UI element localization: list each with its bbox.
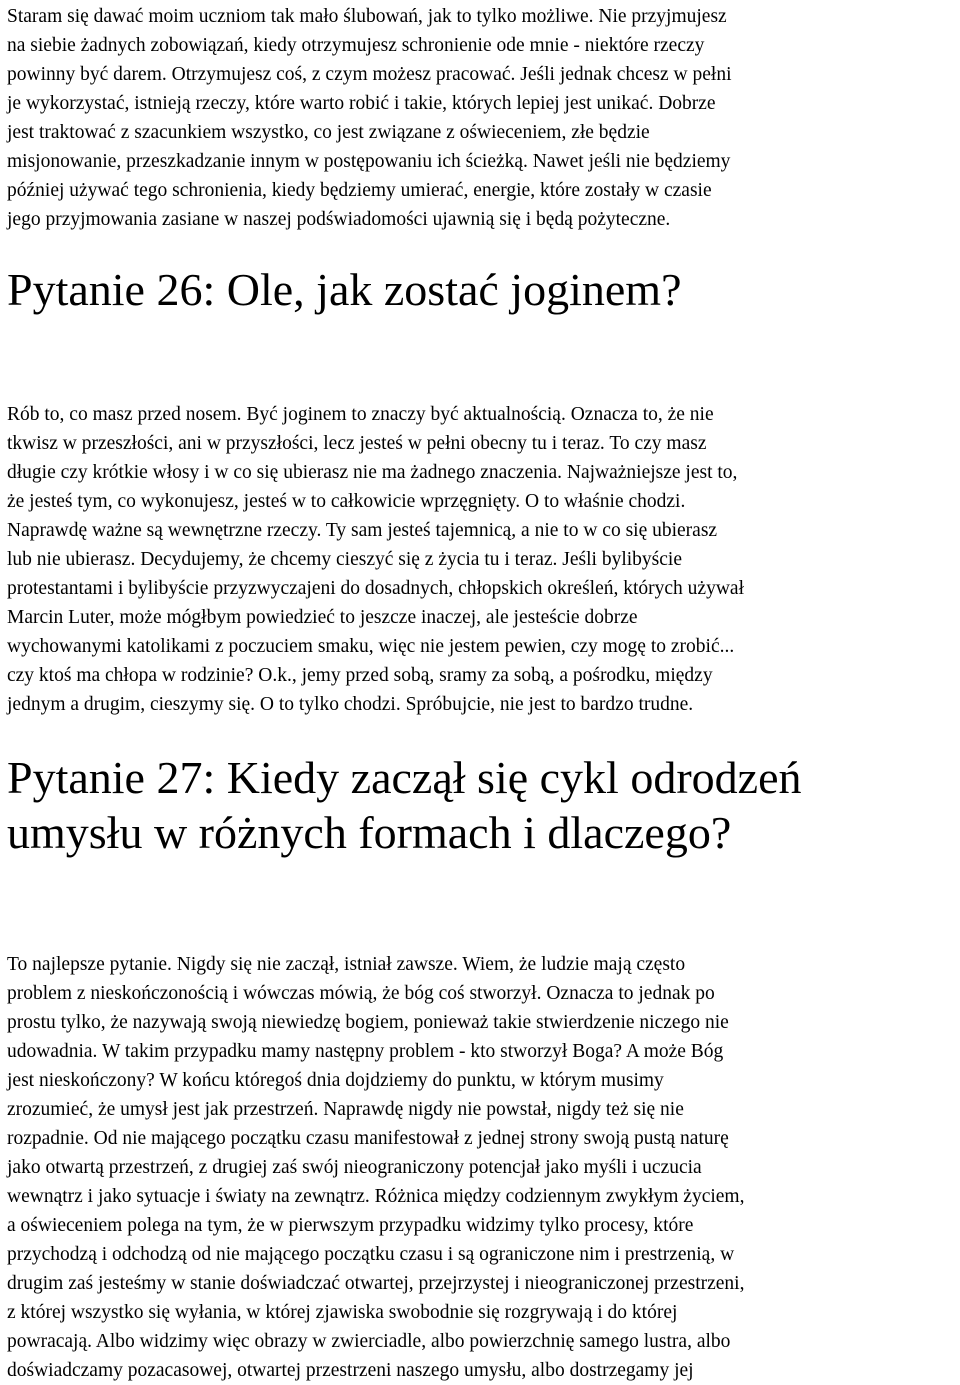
text-line: wychowanymi katolikami z poczuciem smaku, więc nie jestem pewien, czy mogę to zrobić... — [7, 636, 735, 657]
text-line: To najlepsze pytanie. Nigdy się nie zaczął, istniał zawsze. Wiem, że ludzie mają często — [7, 954, 686, 975]
question-26-answer — [7, 400, 744, 719]
text-line: długie czy krótkie włosy i w co się ubierasz nie ma żadnego znaczenia. Najważniejsze jest to, — [7, 462, 738, 483]
intro-paragraph — [7, 2, 731, 234]
text-line: prostu tylko, że nazywają swoją niewiedzę bogiem, ponieważ takie stwierdzenie niczego nie — [7, 1012, 729, 1033]
text-line: jest traktować z szacunkiem wszystko, co jest związane z oświeceniem, złe będzie — [7, 122, 650, 143]
text-line: a oświeceniem polega na tym, że w pierwszym przypadku widzimy tylko procesy, które — [7, 1215, 694, 1236]
question-27-answer — [7, 950, 744, 1385]
text-line: drugim zaś jesteśmy w stanie doświadczać otwartej, przejrzystej i nieograniczonej przestrzeni, — [7, 1273, 745, 1294]
text-line: przychodzą i odchodzą od nie mającego początku czasu i są ograniczone nim i prestrzenią, w — [7, 1244, 735, 1265]
text-line: Rób to, co masz przed nosem. Być joginem to znaczy być aktualnością. Oznacza to, że nie — [7, 404, 714, 425]
text-line: lub nie ubierasz. Decydujemy, że chcemy cieszyć się z życia tu i teraz. Jeśli bylibyście — [7, 549, 682, 570]
text-line: Naprawdę ważne są wewnętrzne rzeczy. Ty sam jesteś tajemnicą, a nie to w co się ubierasz — [7, 520, 718, 541]
text-line: zrozumieć, że umysł jest jak przestrzeń. Naprawdę nigdy nie powstał, nigdy też się nie — [7, 1099, 684, 1120]
text-line: jednym a drugim, cieszymy się. O to tylko chodzi. Spróbujcie, nie jest to bardzo trudne. — [7, 694, 694, 715]
text-line: doświadczamy pozacasowej, otwartej przestrzeni naszego umysłu, albo dostrzegamy jej — [7, 1360, 694, 1381]
text-line: Pytanie 27: Kiedy zaczął się cykl odrodzeń — [7, 752, 802, 803]
text-line: później używać tego schronienia, kiedy będziemy umierać, energie, które zostały w czasie — [7, 180, 712, 201]
text-line: wewnątrz i jako sytuacje i światy na zewnątrz. Różnica między codziennym zwykłym życiem, — [7, 1186, 745, 1207]
question-26-heading — [7, 262, 681, 317]
text-line: misjonowanie, przeszkadzanie innym w postępowaniu ich ścieżką. Nawet jeśli nie będziemy — [7, 151, 731, 172]
text-line: Pytanie 26: Ole, jak zostać joginem? — [7, 264, 682, 315]
text-line: na siebie żadnych zobowiązań, kiedy otrzymujesz schronienie ode mnie - niektóre rzeczy — [7, 35, 705, 56]
text-line: jego przyjmowania zasiane w naszej podświadomości ujawnią się i będą pożyteczne. — [7, 209, 671, 230]
text-line: powracają. Albo widzimy więc obrazy w zwierciadle, albo powierzchnię samego lustra, albo — [7, 1331, 731, 1352]
text-line: udowadnia. W takim przypadku mamy następny problem - kto stworzył Boga? A może Bóg — [7, 1041, 724, 1062]
text-line: umysłu w różnych formach i dlaczego? — [7, 807, 732, 858]
text-line: że jesteś tym, co wykonujesz, jesteś w to całkowicie wprzęgnięty. O to właśnie chodzi. — [7, 491, 686, 512]
text-line: czy ktoś ma chłopa w rodzinie? O.k., jemy przed sobą, sramy za sobą, a pośrodku, między — [7, 665, 713, 686]
text-line: Staram się dawać moim uczniom tak mało ślubowań, jak to tylko możliwe. Nie przyjmujesz — [7, 6, 727, 27]
text-line: tkwisz w przeszłości, ani w przyszłości, lecz jesteś w pełni obecny tu i teraz. To czy masz — [7, 433, 707, 454]
text-line: protestantami i bylibyście przyzwyczajeni do dosadnych, chłopskich określeń, których używał — [7, 578, 744, 599]
text-line: Marcin Luter, może mógłbym powiedzieć to jeszcze inaczej, ale jesteście dobrze — [7, 607, 638, 628]
text-line: rozpadnie. Od nie mającego początku czasu manifestował z jednej strony swoją pustą naturę — [7, 1128, 729, 1149]
text-line: powinny być darem. Otrzymujesz coś, z czym możesz pracować. Jeśli jednak chcesz w pełni — [7, 64, 732, 85]
text-line: z której wszystko się wyłania, w której zjawiska swobodnie się rozgrywają i do której — [7, 1302, 678, 1323]
text-line: jest nieskończony? W końcu któregoś dnia dojdziemy do punktu, w którym musimy — [7, 1070, 664, 1091]
question-27-heading — [7, 750, 802, 860]
text-line: jako otwartą przestrzeń, z drugiej zaś swój nieograniczony potencjał jako myśli i uczucia — [7, 1157, 702, 1178]
text-line: je wykorzystać, istnieją rzeczy, które warto robić i takie, których lepiej jest unikać. Dobrze — [7, 93, 716, 114]
text-line: problem z nieskończonością i wówczas mówią, że bóg coś stworzył. Oznacza to jednak po — [7, 983, 715, 1004]
